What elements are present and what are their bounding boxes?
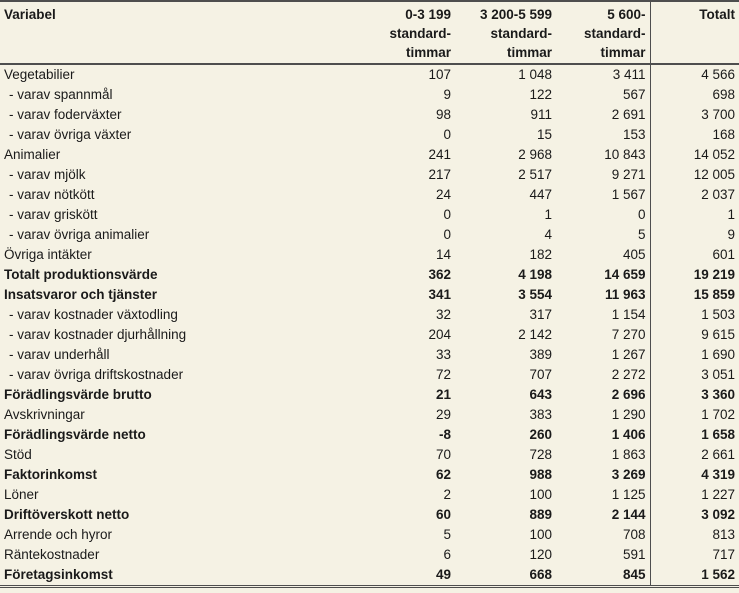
table-row (0, 205, 739, 225)
table-row (0, 105, 739, 125)
cell-total: 717 (650, 545, 739, 565)
column-header-line: standard- (583, 26, 646, 41)
cell-total: 601 (650, 245, 739, 265)
cell-value: 362 (428, 267, 451, 282)
row-label: Övriga intäkter (4, 247, 92, 262)
row-label: Förädlingsvärde brutto (4, 387, 152, 402)
cell-value: 9 271 (611, 167, 646, 182)
cell-total: 4 319 (650, 465, 739, 485)
cell-value: 708 (622, 527, 646, 542)
cell-total: 4 566 (650, 64, 739, 85)
cell-value: 10 843 (604, 147, 646, 162)
cell-total: 168 (650, 125, 739, 145)
cell-value: 1 290 (611, 407, 646, 422)
row-label: Räntekostnader (4, 547, 100, 562)
cell-value: 260 (529, 427, 552, 442)
cell-value: 1 048 (518, 67, 552, 82)
cell-value: 107 (428, 67, 451, 82)
cell-value: 120 (529, 547, 552, 562)
row-label: Företagsinkomst (0, 565, 368, 587)
cell-value: 447 (529, 187, 552, 202)
cell-value: 1 863 (611, 447, 646, 462)
cell-value: 1 154 (611, 307, 646, 322)
cell-value: 29 (435, 407, 451, 422)
cell-value: 62 (435, 467, 451, 482)
table-row (0, 405, 739, 425)
row-label: Animalier (4, 147, 61, 162)
column-header-0-3199-standardtimmar (368, 1, 455, 64)
column-header-line: timmar (506, 45, 552, 60)
table-row (0, 85, 739, 105)
table-row (0, 245, 739, 265)
cell-value: 383 (529, 407, 552, 422)
row-label: Förädlingsvärde netto (4, 427, 146, 442)
cell-total: 2 037 (650, 185, 739, 205)
cell-value: 217 (428, 167, 451, 182)
cell-value: 100 (529, 487, 552, 502)
cell-value: 0 (637, 207, 646, 222)
cell-value: 643 (529, 387, 552, 402)
cell-total: 1 562 (650, 565, 739, 587)
cell-value: 1 267 (611, 347, 646, 362)
column-header-variabel (0, 1, 368, 64)
cell-value: 7 270 (611, 327, 646, 342)
cell-total: 3 092 (650, 505, 739, 525)
table-row (0, 385, 739, 405)
cell-total: 14 052 (650, 145, 739, 165)
cell-value: 2 696 (611, 387, 646, 402)
row-label: Totalt produktionsvärde (4, 267, 158, 282)
cell-total: 1 658 (650, 425, 739, 445)
column-header-line: standard- (389, 26, 451, 41)
table-row (0, 425, 739, 445)
row-label: - varav underhåll (9, 347, 110, 362)
table-row (0, 365, 739, 385)
cell-total: 813 (650, 525, 739, 545)
cell-value: 14 659 (604, 267, 646, 282)
table-row (0, 485, 739, 505)
row-label: - varav kostnader växtodling (9, 307, 178, 322)
cell-total: 1 (650, 205, 739, 225)
cell-value: 11 963 (604, 287, 646, 302)
row-label: Avskrivningar (4, 407, 85, 422)
cell-value: 21 (435, 387, 451, 402)
cell-value: 72 (435, 367, 451, 382)
cell-total: 2 661 (650, 445, 739, 465)
row-label: Vegetabilier (4, 67, 75, 82)
cell-total: 1 690 (650, 345, 739, 365)
cell-value: 341 (428, 287, 451, 302)
cell-value: 49 (368, 565, 455, 587)
cell-value: 6 (443, 547, 451, 562)
cell-value: 2 272 (611, 367, 646, 382)
cell-value: 728 (529, 447, 552, 462)
cell-value: 1 567 (611, 187, 646, 202)
cell-value: 2 144 (611, 507, 646, 522)
cell-value: 1 406 (611, 427, 646, 442)
cell-total: 12 005 (650, 165, 739, 185)
table-row (0, 145, 739, 165)
column-header-line: standard- (490, 26, 552, 41)
column-header-line: 3 200-5 599 (479, 7, 552, 22)
table-row (0, 505, 739, 525)
row-label: - varav spannmål (9, 87, 113, 102)
cell-total: 1 227 (650, 485, 739, 505)
row-label: Löner (4, 487, 39, 502)
cell-value: 33 (435, 347, 451, 362)
table-row (0, 165, 739, 185)
row-label: - varav kostnader djurhållning (9, 327, 187, 342)
column-header-line: timmar (405, 45, 451, 60)
row-label: - varav foderväxter (9, 107, 122, 122)
cell-value: 5 (443, 527, 451, 542)
cell-total: 15 859 (650, 285, 739, 305)
cell-value: 567 (622, 87, 646, 102)
cell-total: 698 (650, 85, 739, 105)
cell-value: 707 (529, 367, 552, 382)
cell-value: 98 (435, 107, 451, 122)
cell-value: 591 (622, 547, 646, 562)
row-label: - varav griskött (9, 207, 98, 222)
cell-total: 3 700 (650, 105, 739, 125)
table-row (0, 285, 739, 305)
row-label: - varav nötkött (9, 187, 95, 202)
cell-value: 182 (529, 247, 552, 262)
cell-total: 3 360 (650, 385, 739, 405)
cell-value: 122 (529, 87, 552, 102)
cell-value: 2 517 (518, 167, 552, 182)
table-row (0, 525, 739, 545)
table-row (0, 265, 739, 285)
cell-value: 153 (622, 127, 646, 142)
cell-value: 3 554 (518, 287, 552, 302)
table-row (0, 64, 739, 85)
cell-value: 60 (435, 507, 451, 522)
cell-value: -8 (438, 427, 451, 442)
column-header-totalt (650, 1, 739, 64)
cell-value: 1 125 (611, 487, 646, 502)
cell-value: 5 (637, 227, 646, 242)
cell-value: 405 (622, 247, 646, 262)
cell-value: 9 (443, 87, 451, 102)
cell-value: 100 (529, 527, 552, 542)
cell-total: 1 503 (650, 305, 739, 325)
cell-value: 988 (529, 467, 552, 482)
cell-value: 32 (435, 307, 451, 322)
table-row (0, 185, 739, 205)
cell-total: 9 615 (650, 325, 739, 345)
row-label: - varav övriga animalier (9, 227, 150, 242)
column-header-3200-5599-standardtimmar (455, 1, 556, 64)
cell-value: 2 691 (611, 107, 646, 122)
table-row (0, 445, 739, 465)
row-label: Stöd (4, 447, 32, 462)
cell-value: 3 411 (612, 67, 646, 82)
cell-value: 4 (544, 227, 552, 242)
cell-value: 4 198 (518, 267, 552, 282)
table-row (0, 225, 739, 245)
cell-value: 911 (530, 107, 552, 122)
row-label: Insatsvaror och tjänster (4, 287, 158, 302)
cell-value: 889 (529, 507, 552, 522)
cell-value: 3 269 (611, 467, 646, 482)
cell-total: 19 219 (650, 265, 739, 285)
table-row (0, 325, 739, 345)
cell-value: 668 (455, 565, 556, 587)
column-header-line: 5 600- (607, 7, 646, 22)
cell-value: 1 (544, 207, 552, 222)
cell-value: 2 968 (518, 147, 552, 162)
cell-value: 14 (435, 247, 451, 262)
table-row (0, 465, 739, 485)
table-row (0, 125, 739, 145)
cell-value: 24 (435, 187, 451, 202)
cell-value: 241 (428, 147, 451, 162)
column-header-label: Totalt (699, 7, 735, 22)
column-header-line: timmar (600, 45, 646, 60)
cell-value: 2 142 (518, 327, 552, 342)
cell-value: 2 (443, 487, 451, 502)
cell-value: 317 (529, 307, 552, 322)
table-row (0, 545, 739, 565)
row-label: - varav övriga växter (9, 127, 132, 142)
cell-value: 0 (443, 127, 451, 142)
row-label: - varav mjölk (9, 167, 86, 182)
cell-total: 9 (650, 225, 739, 245)
cell-total: 1 702 (650, 405, 739, 425)
row-label: Arrende och hyror (4, 527, 113, 542)
column-header-label: Variabel (4, 7, 56, 22)
cell-value: 204 (428, 327, 451, 342)
cell-value: 389 (529, 347, 552, 362)
table-row (0, 305, 739, 325)
row-label: - varav övriga driftskostnader (9, 367, 184, 382)
cell-value: 0 (443, 207, 451, 222)
row-label: Driftöverskott netto (4, 507, 130, 522)
table-row (0, 565, 739, 587)
cell-value: 15 (536, 127, 552, 142)
cell-value: 0 (443, 227, 451, 242)
cell-value: 70 (435, 447, 451, 462)
column-header-line: 0-3 199 (405, 7, 451, 22)
column-header-5600-standardtimmar (556, 1, 650, 64)
row-label: Faktorinkomst (4, 467, 98, 482)
header-row (0, 1, 739, 64)
table-row (0, 345, 739, 365)
cell-value: 845 (556, 565, 650, 587)
cell-total: 3 051 (650, 365, 739, 385)
